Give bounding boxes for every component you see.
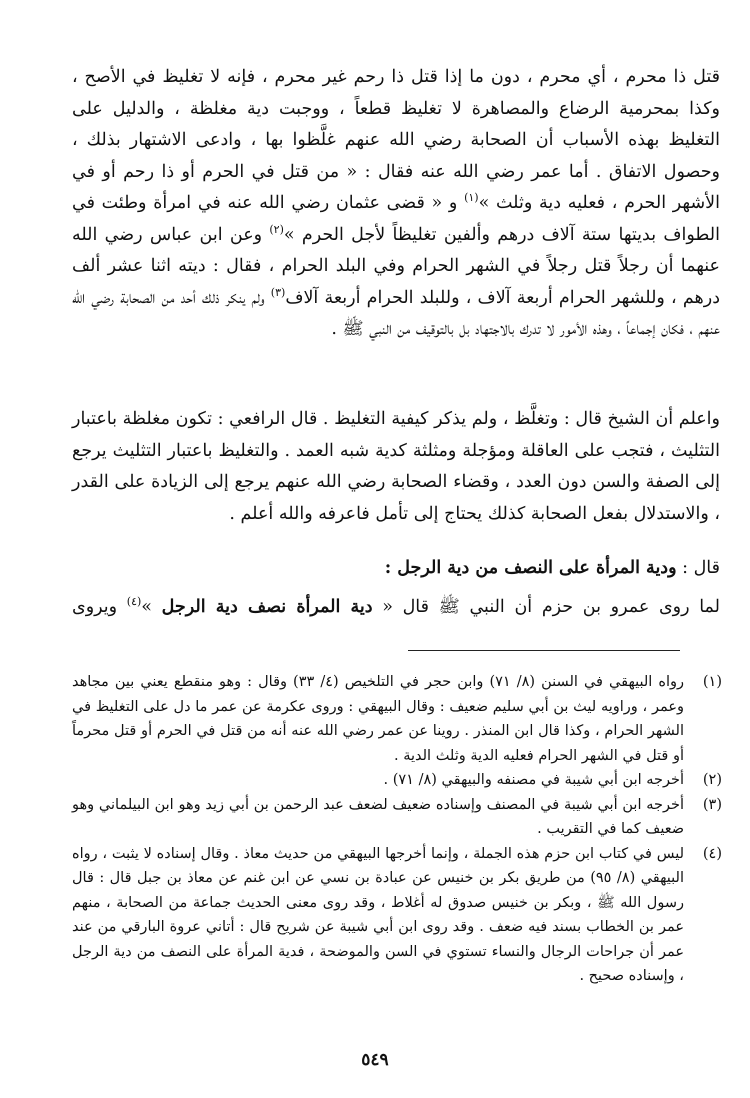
body-paragraph-3 (72, 592, 720, 624)
footnote-text: أخرجه ابن أبي شيبة في المصنف وإسناده ضعيف لضعف عبد الرحمن بن أبي زيد وهو ابن البيلماني وهو ضعيف كما في التقريب . (72, 796, 684, 837)
footnote-number: (١) (702, 674, 722, 690)
footnote-3 (72, 793, 722, 842)
footnote-number: (٣) (702, 796, 722, 813)
footnote-ref-4[interactable]: (٤) (126, 595, 142, 609)
heading-lead: قال : (676, 558, 720, 578)
footnote-number: (٢) (702, 772, 722, 788)
paragraph-1-text-c: وعن ابن عباس رضي الله عنهما أن رجلاً قتل رجلاً في الشهر الحرام وفي البلد الحرام ، فقال : ديته اثنا عشر ألف درهم ، وللشهر الحرام أربعة آلاف ، وللبلد الحرام أربعة آلاف (72, 224, 720, 308)
footnote-1 (72, 670, 722, 768)
paragraph-1-text-a: قتل ذا محرم ، أي محرم ، دون ما إذا قتل ذا رحم غير محرم ، فإنه لا تغليظ في الأصح ، وكذا بمحرمية الرضاع والمصاهرة لا تغليظ قطعاً ، ووجبت دية مغلظة ، والدليل على التغليظ بهذه الأسباب أن الصحابة رضي الله عنهم غلَّظوا بها ، وادعى الاشتهار بذلك ، وحصول الاتفاق . أما عمر رضي الله عنه فقال : « من قتل في الحرم أو ذا رحم أو في الأشهر الحرم ، فعليه دية وثلث » (72, 67, 720, 213)
paragraph-3-quote: دية المرأة نصف دية الرجل (161, 597, 373, 617)
footnote-ref-3[interactable]: (٣) (270, 285, 286, 299)
paragraph-1-text-d: ولم ينكر ذلك أحد من الصحابة رضي الله عنهم ، فكان إجماعاً ، وهذه الأمور لا تدرك بالاجتهاد بل بالتوقيف من النبي ﷺ . (72, 287, 720, 339)
section-heading (72, 553, 720, 585)
body-paragraph-2: واعلم أن الشيخ قال : وتغلَّظ ، ولم يذكر كيفية التغليظ . قال الرافعي : تكون مغلظة باعتبار التثليث ، فتجب على العاقلة ومؤجلة ومثلثة كدية شبه العمد . والتغليظ باعتبار التثليث يرجع إلى الصفة والسن دون العدد ، وقضاء الصحابة رضي الله عنهم يرجع إلى الزيادة على القدر ، والاستدلال بفعل الصحابة كذلك يحتاج إلى تأمل فاعرفه والله أعلم . (72, 409, 720, 524)
heading-title: ودية المرأة على النصف من دية الرجل : (384, 558, 677, 578)
footnote-4 (72, 842, 722, 989)
paragraph-3-text-c: ويروى (72, 597, 127, 617)
paragraph-3-text-b: » (141, 597, 162, 617)
footnote-ref-2[interactable]: (٢) (269, 222, 284, 236)
footnote-text: ليس في كتاب ابن حزم هذه الجملة ، وإنما أخرجها البيهقي من حديث معاذ . وقال إسناده لا يثبت ، رواه البيهقي (٨/ ٩٥) من طريق بكر بن خنيس عن عبادة بن نسي عن ابن غنم عن معاذ بن جبل قال : قال رسول الله ﷺ ، وبكر بن خنيس صدوق له أغلاط ، وقد روى معنى الحديث جماعة من الصحابة ، منهم عمر بن الخطاب بسند فيه ضعف . وقد روى ابن أبي شيبة عن شريح قال : أتاني عروة البارقي من عند عمر أن جراحات الرجال والنساء تستوي في السن والموضحة ، فدية المرأة على النصف من دية الرجل ، وإسناده صحيح . (72, 845, 684, 984)
paragraph-1-text-b: و « قضى عثمان رضي الله عنه في امرأة وطئت في الطواف بديتها ستة آلاف درهم وألفين تغليظاً لأجل الحرم » (72, 193, 720, 245)
footnote-ref-1[interactable]: (١) (464, 191, 479, 205)
footnote-divider (408, 650, 680, 651)
footnote-text: رواه البيهقي في السنن (٨/ ٧١) وابن حجر في التلخيص (٤/ ٣٣) وقال : وهو منقطع يعني بين مجاهد وعمر ، وراويه ليث بن أبي سليم ضعيف : وقال البيهقي : وروى عكرمة عن عمر ما دل على التغليظ في الشهر الحرام ، وكذا قال ابن المنذر . روينا عن عمر رضي الله عنه أنه من قتل في الحرم أو قتل محرماً أو قتل في الشهر الحرام فعليه الدية وثلث الدية . (72, 674, 684, 764)
body-paragraph-1 (72, 62, 720, 346)
footnotes-list (72, 670, 722, 989)
footnote-number: (٤) (702, 845, 722, 862)
paragraph-3-text-a: لما روى عمرو بن حزم أن النبي ﷺ قال « (372, 597, 720, 617)
page-number: ٥٤٩ (361, 1050, 389, 1070)
footnote-text: أخرجه ابن أبي شيبة في مصنفه والبيهقي (٨/ ٧١) . (383, 772, 684, 788)
footnote-2 (72, 768, 722, 793)
